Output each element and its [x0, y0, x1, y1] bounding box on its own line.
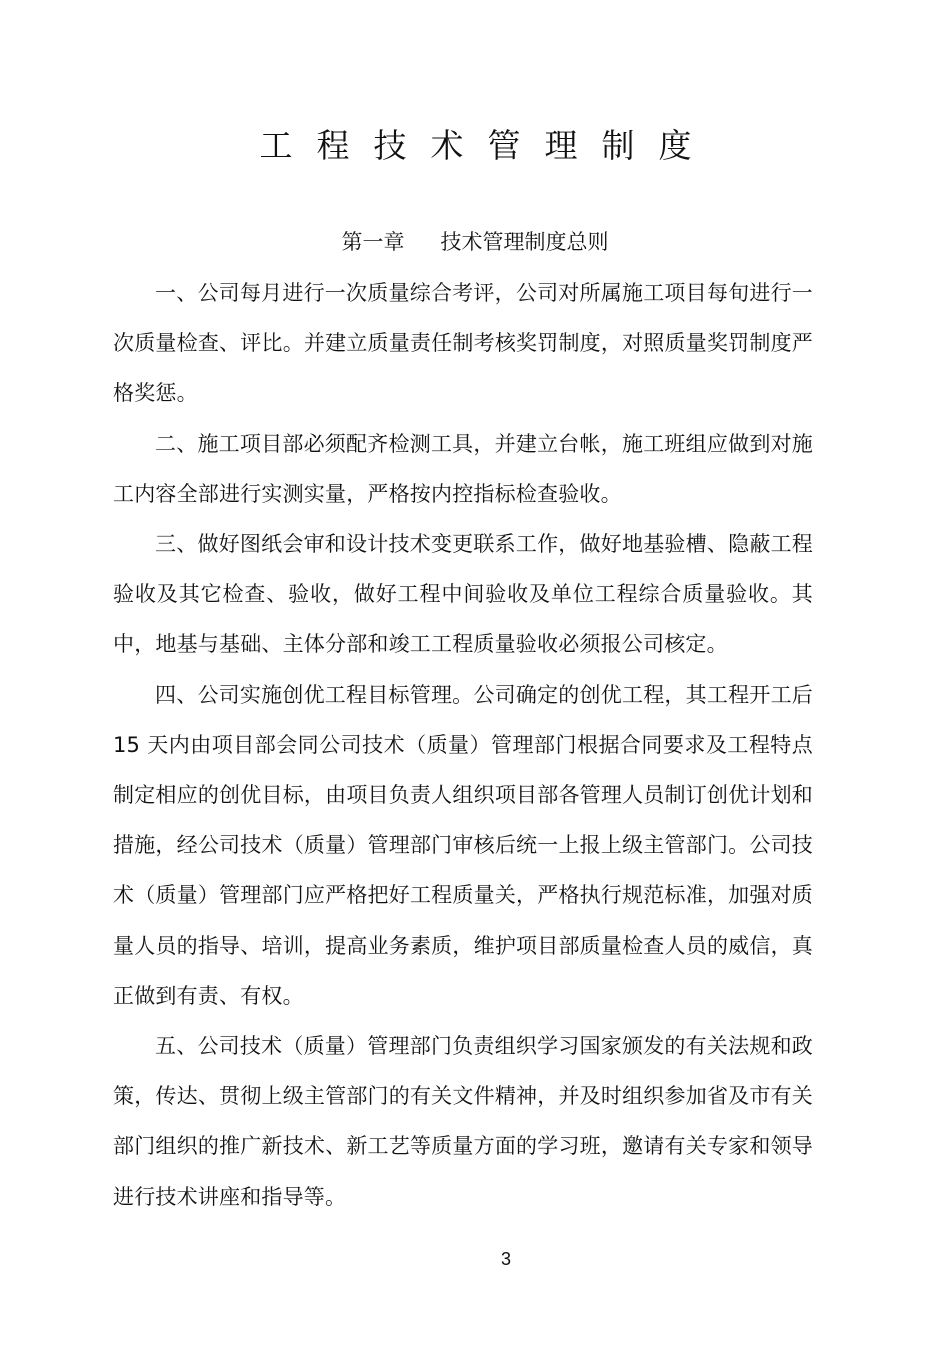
chapter-title: 技术管理制度总则	[440, 230, 609, 254]
paragraph-2: 二、施工项目部必须配齐检测工具，并建立台帐，施工班组应做到对施工内容全部进行实测实量，严格按内控指标检查验收。	[113, 431, 813, 506]
paragraph-3: 三、做好图纸会审和设计技术变更联系工作，做好地基验槽、隐蔽工程验收及其它检查、验收，做好工程中间验收及单位工程综合质量验收。其中，地基与基础、主体分部和竣工工程质量验收必须报公司核定。	[113, 532, 813, 657]
document-body	[113, 268, 813, 1222]
paragraph-5: 五、公司技术（质量）管理部门负责组织学习国家颁发的有关法规和政策，传达、贯彻上级主管部门的有关文件精神，并及时组织参加省及市有关部门组织的推广新技术、新工艺等质量方面的学习班，邀请有关专家和领导进行技术讲座和指导等。	[113, 1034, 813, 1209]
page-number: 3	[500, 1249, 511, 1269]
paragraph-4: 四、公司实施创优工程目标管理。公司确定的创优工程，其工程开工后 15 天内由项目部会同公司技术（质量）管理部门根据合同要求及工程特点制定相应的创优目标，由项目负责人组织项目部各管理人员制订创优计划和措施，经公司技术（质量）管理部门审核后统一上报上级主管部门。公司技术（质量）管理部门应严格把好工程质量关，严格执行规范标准，加强对质量人员的指导、培训，提高业务素质，维护项目部质量检查人员的威信，真正做到有责、有权。	[113, 682, 813, 1008]
paragraph-1: 一、公司每月进行一次质量综合考评，公司对所属施工项目每旬进行一次质量检查、评比。并建立质量责任制考核奖罚制度，对照质量奖罚制度严格奖惩。	[113, 281, 813, 406]
chapter-heading	[0, 227, 950, 257]
chapter-number: 第一章	[341, 230, 405, 254]
document-title: 工程技术管理制度	[259, 126, 716, 165]
